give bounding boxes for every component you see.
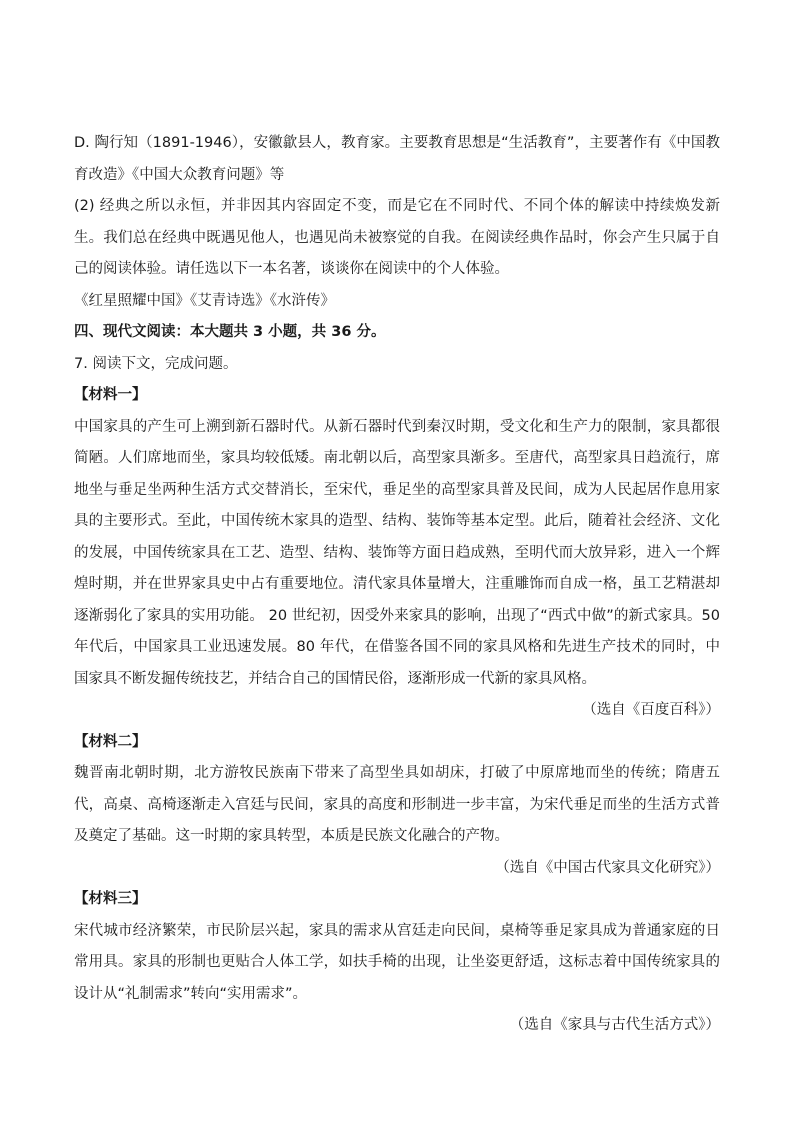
material-1-source: （选自《百度百科》） bbox=[582, 702, 720, 718]
book-list: 《红星照耀中国》《艾青诗选》《水浒传》 bbox=[74, 292, 335, 309]
question-2-text: (2) 经典之所以永恒，并非因其内容固定不变，而是它在不同时代、不同个体的解读中持续焕发新生。我们总在经典中既遇见他人，也遇见尚未被察觉的自我。在阅读经典作品时，你会产生只属于自己的阅读体验。请任选以下一本名著，谈谈你在阅读中的个人体验。 bbox=[74, 198, 720, 277]
material-2-source: （选自《中国古代家具文化研究》） bbox=[495, 859, 720, 876]
material-2-text: 魏晋南北朝时期，北方游牧民族南下带来了高型坐具如胡床，打破了中原席地而坐的传统；隋唐五代，高桌、高椅逐渐走入宫廷与民间，家具的高度和形制进一步丰富，为宋代垂足而坐的生活方式普及奠定了基础。这一时期的家具转型，本质是民族文化融合的产物。 bbox=[74, 765, 720, 844]
question-7-text: 7. 阅读下文，完成问题。 bbox=[74, 355, 238, 372]
material-1-text: 中国家具的产生可上溯到新石器时代。从新石器时代到秦汉时期，受文化和生产力的限制，家具都很简陋。人们席地而坐，家具均较低矮。南北朝以后，高型家具渐多。至唐代，高型家具日趋流行，席地坐与垂足坐两种生活方式交替消长，至宋代，垂足坐的高型家具普及民间，成为人民起居作息用家具的主要形式。至此，中国传统木家具的造型、结构、装饰等基本定型。此后，随着社会经济、文化的发展，中国传统家具在工艺、造型、结构、装饰等方面日趋成熟，至明代而大放异彩，进入一个辉煌时期，并在世界家具史中占有重要地位。清代家具体量增大，注重雕饰而自成一格，虽工艺精湛却逐渐弱化了家具的实用功能。 20 世纪初，因受外来家具的影响，出现了“西式中做”的新式家具。50年代后，中国家具工业迅速发展。80 年代，在借鉴各国不同的家具风格和先进生产技术的同时，中国家具不断发掘传统技艺，并结合自己的国情民俗，逐渐形成一代新的家具风格。 bbox=[74, 418, 720, 687]
item-d-text: D. 陶行知（1891-1946），安徽歙县人，教育家。主要教育思想是“生活教育”，主要著作有《中国教育改造》《中国大众教育问题》等 bbox=[74, 135, 720, 183]
document-page bbox=[74, 128, 720, 1042]
material-3-label: 【材料三】 bbox=[74, 891, 147, 907]
material-2-label: 【材料二】 bbox=[74, 733, 147, 750]
section-4-heading: 四、现代文阅读：本大题共 3 小题，共 36 分。 bbox=[74, 324, 386, 340]
material-3-text: 宋代城市经济繁荣，市民阶层兴起，家具的需求从宫廷走向民间，桌椅等垂足家具成为普通家庭的日常用具。家具的形制也更贴合人体工学，如扶手椅的出现，让坐姿更舒适，这标志着中国传统家具的设计从“礼制需求”转向“实用需求”。 bbox=[74, 922, 720, 1002]
material-3-source: （选自《家具与古代生活方式》） bbox=[509, 1017, 720, 1033]
material-1-label: 【材料一】 bbox=[74, 387, 147, 403]
